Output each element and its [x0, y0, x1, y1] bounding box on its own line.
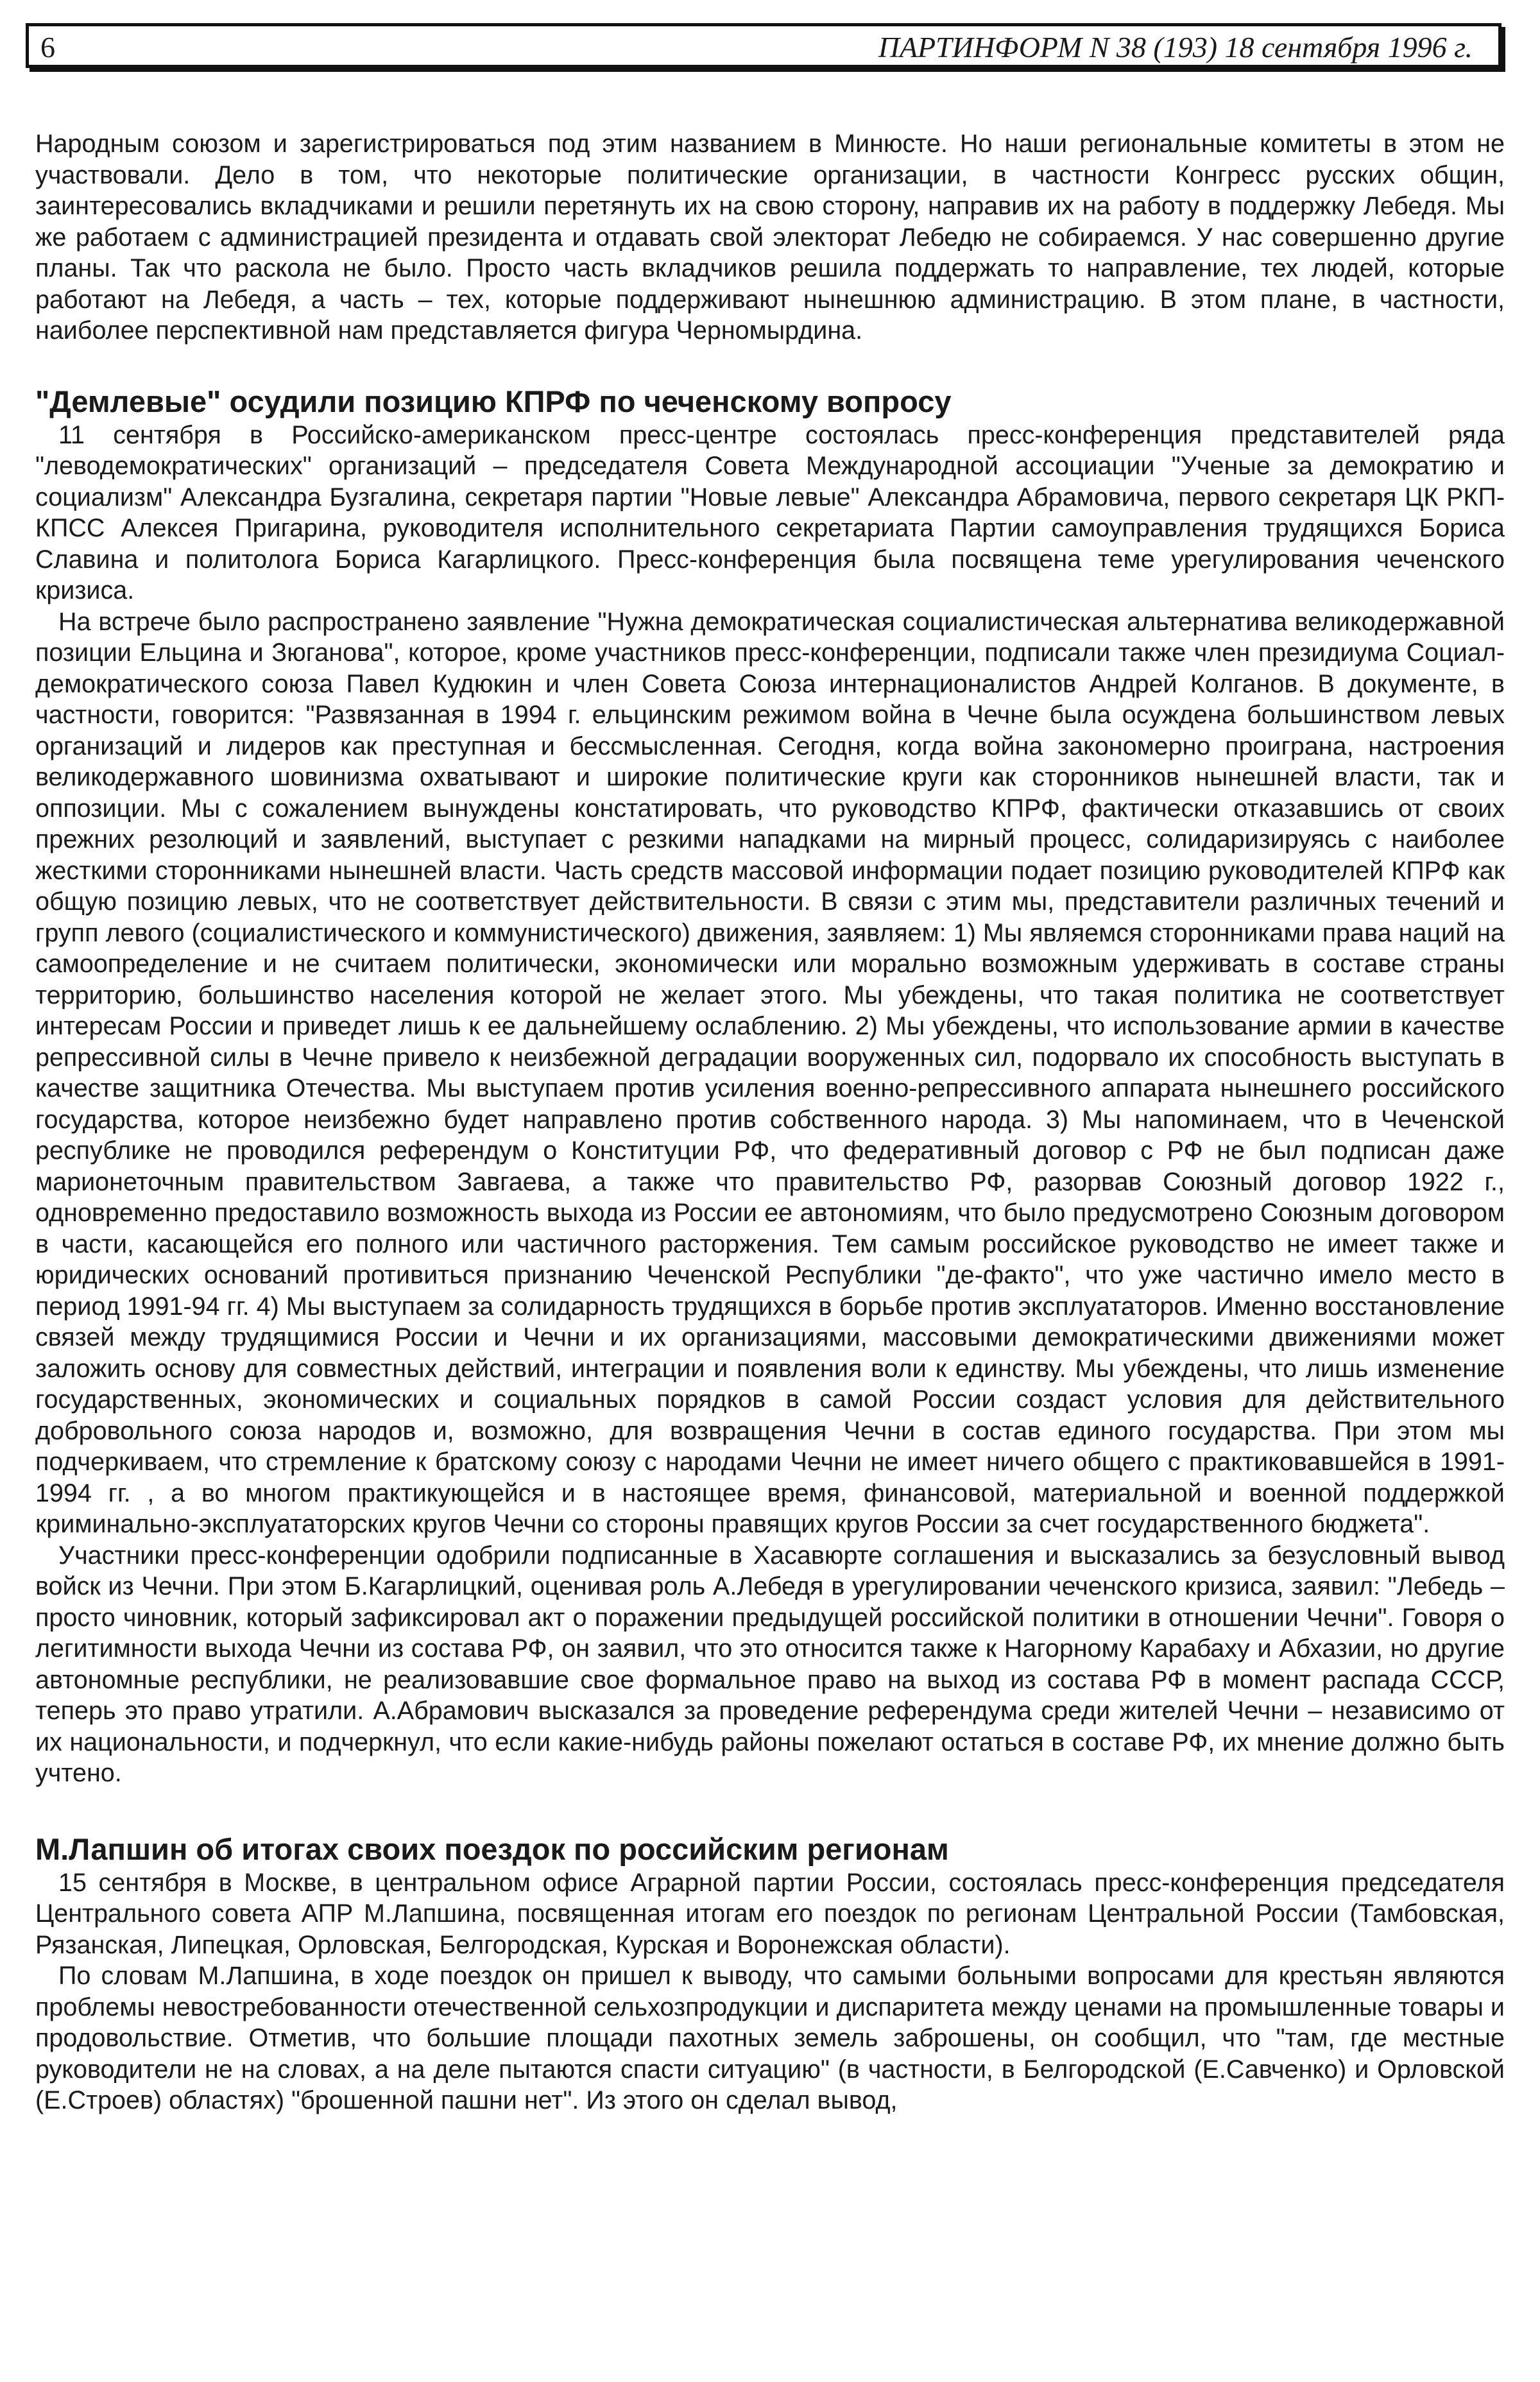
- article-title-lapshin: М.Лапшин об итогах своих поездок по российским регионам: [35, 1831, 949, 1866]
- page-number: 6: [40, 31, 55, 64]
- issue-info: ПАРТИНФОРМ N 38 (193) 18 сентября 1996 г.: [878, 31, 1473, 64]
- article-paragraph: По словам М.Лапшина, в ходе поездок он пришел к выводу, что самыми больными вопросами для крестьян являются проблемы невостребованности отечественной сельхозпродукции и диспаритета между ценами на промышленные товары и продовольствие. Отметив, что большие площади пахотных земель заброшены, он сообщил, что "там, где местные руководители не на словах, а на деле пытаются спасти ситуацию" (в частности, в Белгородской (Е.Савченко) и Орловской (Е.Строев) областях) "брошенной пашни нет". Из этого он сделал вывод,: [35, 1962, 1505, 2114]
- section-spacer: [35, 1789, 1505, 1831]
- page-content: [35, 128, 1505, 2116]
- article-paragraph: Участники пресс-конференции одобрили подписанные в Хасавюрте соглашения и высказались за безусловный вывод войск из Чечни. При этом Б.Кагарлицкий, оценивая роль А.Лебедя в урегулировании чеченского кризиса, заявил: "Лебедь – просто чиновник, который зафиксировал акт о поражении предыдущей российской политики в отношении Чечни". Говоря о легитимности выхода Чечни из состава РФ, он заявил, что это относится также к Нагорному Карабаху и Абхазии, но другие автономные республики, не реализовавшие свое формальное право на выход из состава РФ в момент распада СССР, теперь это право утратили. А.Абрамович высказался за проведение референдума среди жителей Чечни – независимо от их национальности, и подчеркнул, что если какие-нибудь районы пожелают остаться в составе РФ, их мнение должно быть учтено.: [35, 1541, 1505, 1787]
- intro-paragraph: Народным союзом и зарегистрироваться под этим названием в Минюсте. Но наши региональные комитеты в этом не участвовали. Дело в том, что некоторые политические организации, в частности Конгресс русских общин, заинтересовались вкладчиками и решили перетянуть их на свою сторону, направив их на работу в поддержку Лебедя. Мы же работаем с администрацией президента и отдавать свой электорат Лебедю не собираемся. У нас совершенно другие планы. Так что раскола не было. Просто часть вкладчиков решила поддержать то направление, тех людей, которые работают на Лебедя, а часть – тех, которые поддерживают нынешнюю администрацию. В этом плане, в частности, наиболее перспективной нам представляется фигура Черномырдина.: [35, 130, 1505, 345]
- section-spacer: [35, 347, 1505, 384]
- article-paragraph: 11 сентября в Российско-американском пресс-центре состоялась пресс-конференция представителей ряда "леводемократических" организаций – председателя Совета Международной ассоциации "Ученые за демократию и социализм" Александра Бузгалина, секретаря партии "Новые левые" Александра Абрамовича, первого секретаря ЦК РКП-КПСС Алексея Пригарина, руководителя исполнительного секретариата Партии самоуправления трудящихся Бориса Славина и политолога Бориса Кагарлицкого. Пресс-конференция была посвящена теме урегулирования чеченского кризиса.: [35, 420, 1505, 604]
- article-title-chechnya: "Демлевые" осудили позицию КПРФ по чеченскому вопросу: [35, 384, 952, 418]
- article-paragraph: На встрече было распространено заявление "Нужна демократическая социалистическая альтернатива великодержавной позиции Ельцина и Зюганова", которое, кроме участников пресс-конференции, подписали также член президиума Социал-демократического союза Павел Кудюкин и член Совета Союза интернационалистов Андрей Колганов. В документе, в частности, говорится: "Развязанная в 1994 г. ельцинским режимом война в Чечне была осуждена большинством левых организаций и лидеров как преступная и бессмысленная. Сегодня, когда война закономерно проиграна, настроения великодержавного шовинизма охватывают и широкие политические круги как сторонников нынешней власти, так и оппозиции. Мы с сожалением вынуждены констатировать, что руководство КПРФ, фактически отказавшись от своих прежних резолюций и заявлений, выступает с резкими нападками на мирный процесс, солидаризируясь с наиболее жесткими сторонниками нынешней власти. Часть средств массовой информации подает позицию руководителей КПРФ как общую позицию левых, что не соответствует действительности. В связи с этим мы, представители различных течений и групп левого (социалистического и коммунистического) движения, заявляем: 1) Мы являемся сторонниками права наций на самоопределение и не считаем политически, экономически или морально возможным удерживать в составе страны территорию, большинство населения которой не желает этого. Мы убеждены, что такая политика не соответствует интересам России и приведет лишь к ее дальнейшему ослаблению. 2) Мы убеждены, что использование армии в качестве репрессивной силы в Чечне привело к неизбежной деградации вооруженных сил, подорвало их способность выступать в качестве защитника Отечества. Мы выступаем против усиления военно-репрессивного аппарата нынешнего российского государства, которое неизбежно будет направлено против собственного народа. 3) Мы напоминаем, что в Чеченской республике не проводился референдум о Конституции РФ, что федеративный договор с РФ не был подписан даже марионеточным правительством Завгаева, а также что правительство РФ, разорвав Союзный договор 1922 г., одновременно предоставило возможность выхода из России ее автономиям, что было предусмотрено Союзным договором в части, касающейся его полного или частичного расторжения. Тем самым российское руководство не имеет также и юридических оснований противиться признанию Чеченской Республики "де-факто", что уже частично имело место в период 1991-94 гг. 4) Мы выступаем за солидарность трудящихся в борьбе против эксплуататоров. Именно восстановление связей между трудящимися России и Чечни и их организациями, массовыми демократическими движениями может заложить основу для совместных действий, интеграции и появления воли к единству. Мы убеждены, что лишь изменение государственных, экономических и социальных порядков в самой России создаст условия для действительного добровольного союза народов и, возможно, для возвращения Чечни в состав единого государства. При этом мы подчеркиваем, что стремление к братскому союзу с народами Чечни не имеет ничего общего с практиковавшейся в 1991-1994 гг. , а во многом практикующейся и в настоящее время, финансовой, материальной и военной поддержкой криминально-эксплуататорских кругов Чечни со стороны правящих кругов России за счет государственного бюджета".: [35, 607, 1505, 1538]
- article-paragraph: 15 сентября в Москве, в центральном офисе Аграрной партии России, состоялась пресс-конференция председателя Центрального совета АПР М.Лапшина, посвященная итогам его поездок по регионам Центральной России (Тамбовская, Рязанская, Липецкая, Орловская, Белгородская, Курская и Воронежская области).: [35, 1868, 1505, 1959]
- page-header: [26, 23, 1502, 68]
